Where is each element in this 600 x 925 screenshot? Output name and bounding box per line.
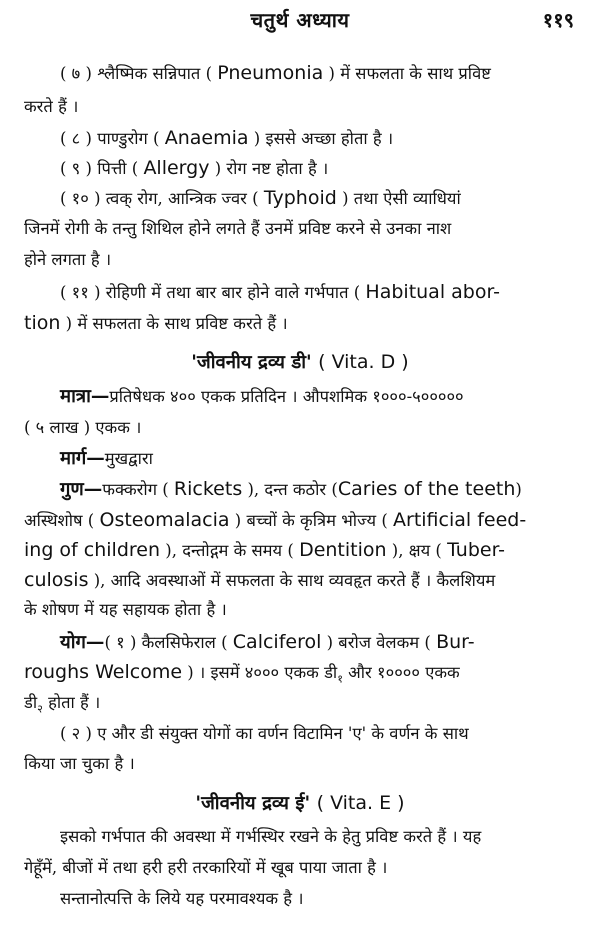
line-pneumonia: ( ७ ) श्लैष्मिक सन्निपात ( Pneumonia ) में सफलता के साथ प्रविष्ट	[60, 62, 491, 84]
line-typhoid-cont-2: होने लगता है ।	[24, 250, 112, 269]
line-vita-e-2: गेहूँमें, बीजों में तथा हरी हरी तरकारियों में खूब पाया जाता है ।	[24, 858, 388, 877]
line-combined: ( २ ) ए और डी संयुक्त योगों का वर्णन विटामिन 'ए' के वर्णन के साथ	[60, 724, 469, 743]
line-anaemia: ( ८ ) पाण्डुरोग ( Anaemia ) इससे अच्छा होता है ।	[60, 127, 394, 149]
line-dose: मात्रा—प्रतिषेधक ४०० एकक प्रतिदिन । औपशमिक १०००-५०००००	[60, 386, 464, 407]
line-preparations-3: $डी_२$ होता हैं ।	[24, 693, 101, 716]
line-preparations-2: roughs Welcome ) । इसमें ४००० एकक $डी_१$ और १०००० एकक	[24, 661, 460, 686]
line-properties-4: culosis ), आदि अवस्थाओं में सफलता के साथ व्यवहृत करते हैं । कैलशियम	[24, 569, 496, 591]
line-combined-cont: किया जा चुका है ।	[24, 754, 135, 773]
heading-vita-d: 'जीवनीय द्रव्य डी' ( Vita. D )	[191, 351, 409, 373]
line-pneumonia-cont: करते हैं ।	[24, 97, 79, 116]
chapter-title: चतुर्थ अध्याय	[250, 8, 350, 32]
line-abortion-cont: tion ) में सफलता के साथ प्रविष्ट करते हैं ।	[24, 312, 288, 334]
line-vita-e-1: इसको गर्भपात की अवस्था में गर्भस्थिर रखने के हेतु प्रविष्ट करते हैं । यह	[60, 827, 482, 846]
line-typhoid: ( १० ) त्वक् रोग, आन्त्रिक ज्वर ( Typhoid ) तथा ऐसी व्याधियां	[60, 187, 461, 209]
line-vita-e-3: सन्तानोत्पत्ति के लिये यह परमावश्यक है ।	[60, 889, 304, 908]
running-header	[0, 6, 600, 46]
line-properties-3: ing of children ), दन्तोद्गम के समय ( Dentition ), क्षय ( Tuber-	[24, 539, 506, 561]
line-dose-cont: ( ५ लाख ) एकक ।	[24, 418, 142, 437]
line-typhoid-cont-1: जिनमें रोगी के तन्तु शिथिल होने लगते हैं उनमें प्रविष्ट करने से उनका नाश	[24, 219, 452, 238]
page-number: ११९	[542, 8, 574, 32]
line-preparations: योग—( १ ) कैलसिफेराल ( Calciferol ) बरोज वेलकम ( Bur-	[60, 631, 475, 653]
heading-vita-e: 'जीवनीय द्रव्य ई' ( Vita. E )	[195, 792, 405, 814]
line-allergy: ( ९ ) पित्ती ( Allergy ) रोग नष्ट होता है ।	[60, 157, 329, 179]
line-properties-2: अस्थिशोष ( Osteomalacia ) बच्चों के कृत्रिम भोज्य ( Artificial feed-	[24, 509, 527, 531]
line-route: मार्ग—मुखद्वारा	[60, 448, 153, 469]
line-properties-5: के शोषण में यह सहायक होता है ।	[24, 600, 227, 619]
line-properties: गुण—फक्करोग ( Rickets ), दन्त कठोर (Caries of the teeth)	[60, 478, 522, 500]
line-abortion: ( ११ ) रोहिणी में तथा बार बार होने वाले गर्भपात ( Habitual abor-	[60, 281, 500, 303]
